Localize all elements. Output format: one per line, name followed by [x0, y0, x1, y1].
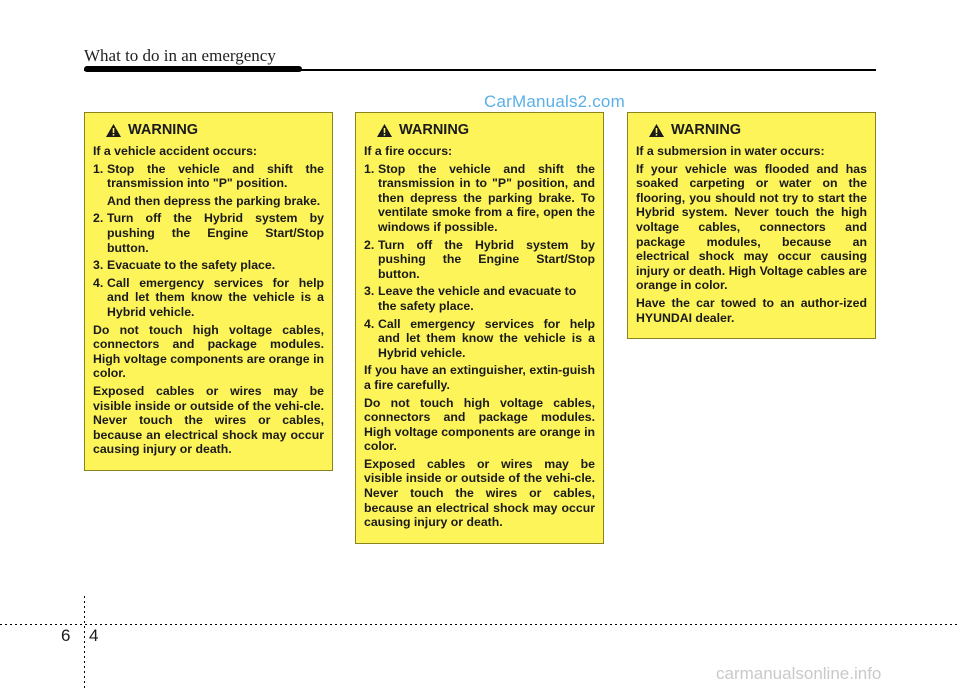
page-number: 4: [89, 626, 99, 645]
warning-step: 2. Turn off the Hybrid system by pushing the Engine Start/Stop button.: [93, 211, 324, 255]
warning-paragraph: If you have an extinguisher, extin-guish a fire carefully.: [364, 363, 595, 392]
watermark-carmanualsonline[interactable]: carmanualsonline.info: [716, 664, 882, 683]
warning-triangle-icon: [105, 123, 122, 138]
warning-intro: If a fire occurs:: [364, 144, 453, 158]
warning-intro: If a submersion in water occurs:: [636, 144, 825, 158]
warning-triangle-icon: [376, 123, 393, 138]
warning-steps: [93, 162, 324, 320]
warning-step-continued: And then depress the parking brake.: [107, 193, 321, 208]
header-rule: [84, 69, 876, 71]
warning-paragraph: Do not touch high voltage cables, connectors and package modules. High voltage components are orange in color.: [364, 395, 595, 454]
warning-paragraph: Exposed cables or wires may be visible inside or outside of the vehi-cle. Never touch the wires or cables, because an electrical shock may occur causing injury or death.: [364, 456, 595, 530]
chapter-number: 6: [61, 626, 71, 645]
warning-intro: If a vehicle accident occurs:: [93, 144, 258, 158]
footer-divider: [84, 596, 85, 689]
warning-step: 3. Evacuate to the safety place.: [93, 258, 276, 273]
warning-paragraph: Do not touch high voltage cables, connectors and package modules. High voltage components are orange in color.: [93, 322, 324, 381]
warning-paragraph: Exposed cables or wires may be visible inside or outside of the vehi-cle. Never touch the wires or cables, because an electrical shock may occur causing injury or death.: [93, 383, 324, 457]
warning-title: WARNING: [128, 122, 199, 139]
warning-title: WARNING: [671, 122, 742, 139]
warning-step: 4. Call emergency services for help and let them know the vehicle is a Hybrid vehicle.: [93, 275, 324, 319]
warning-steps: [364, 162, 595, 361]
watermark-carmanuals2[interactable]: CarManuals2.com: [484, 92, 625, 111]
warning-paragraph: Have the car towed to an author-ized HYUNDAI dealer.: [636, 295, 867, 325]
footer-rule: [0, 624, 960, 626]
warning-step: 1. Stop the vehicle and shift the transmission in to "P" position, and then depress the parking brake. To ventilate smoke from a fire, open the windows if possible.: [364, 161, 595, 234]
warning-box-accident: [84, 112, 333, 471]
warning-step: 2. Turn off the Hybrid system by pushing the Engine Start/Stop button.: [364, 237, 595, 281]
warning-step: 1. Stop the vehicle and shift the transmission into "P" position.: [93, 161, 324, 191]
warning-title: WARNING: [399, 122, 470, 139]
warning-step: 4. Call emergency services for help and let them know the vehicle is a Hybrid vehicle.: [364, 316, 595, 360]
warning-box-fire: [355, 112, 604, 544]
warning-step: 3. Leave the vehicle and evacuate to the safety place.: [364, 284, 577, 313]
warning-paragraph: If your vehicle was flooded and has soaked carpeting or water on the flooring, you should not try to start the Hybrid system. Never touch the high voltage cables, connectors and package modules, because an electrical shock may occur causing injury or death. High Voltage cables are orange in color.: [636, 161, 867, 293]
section-title: What to do in an emergency: [84, 46, 276, 65]
warning-box-submersion: [627, 112, 876, 339]
warning-triangle-icon: [648, 123, 665, 138]
